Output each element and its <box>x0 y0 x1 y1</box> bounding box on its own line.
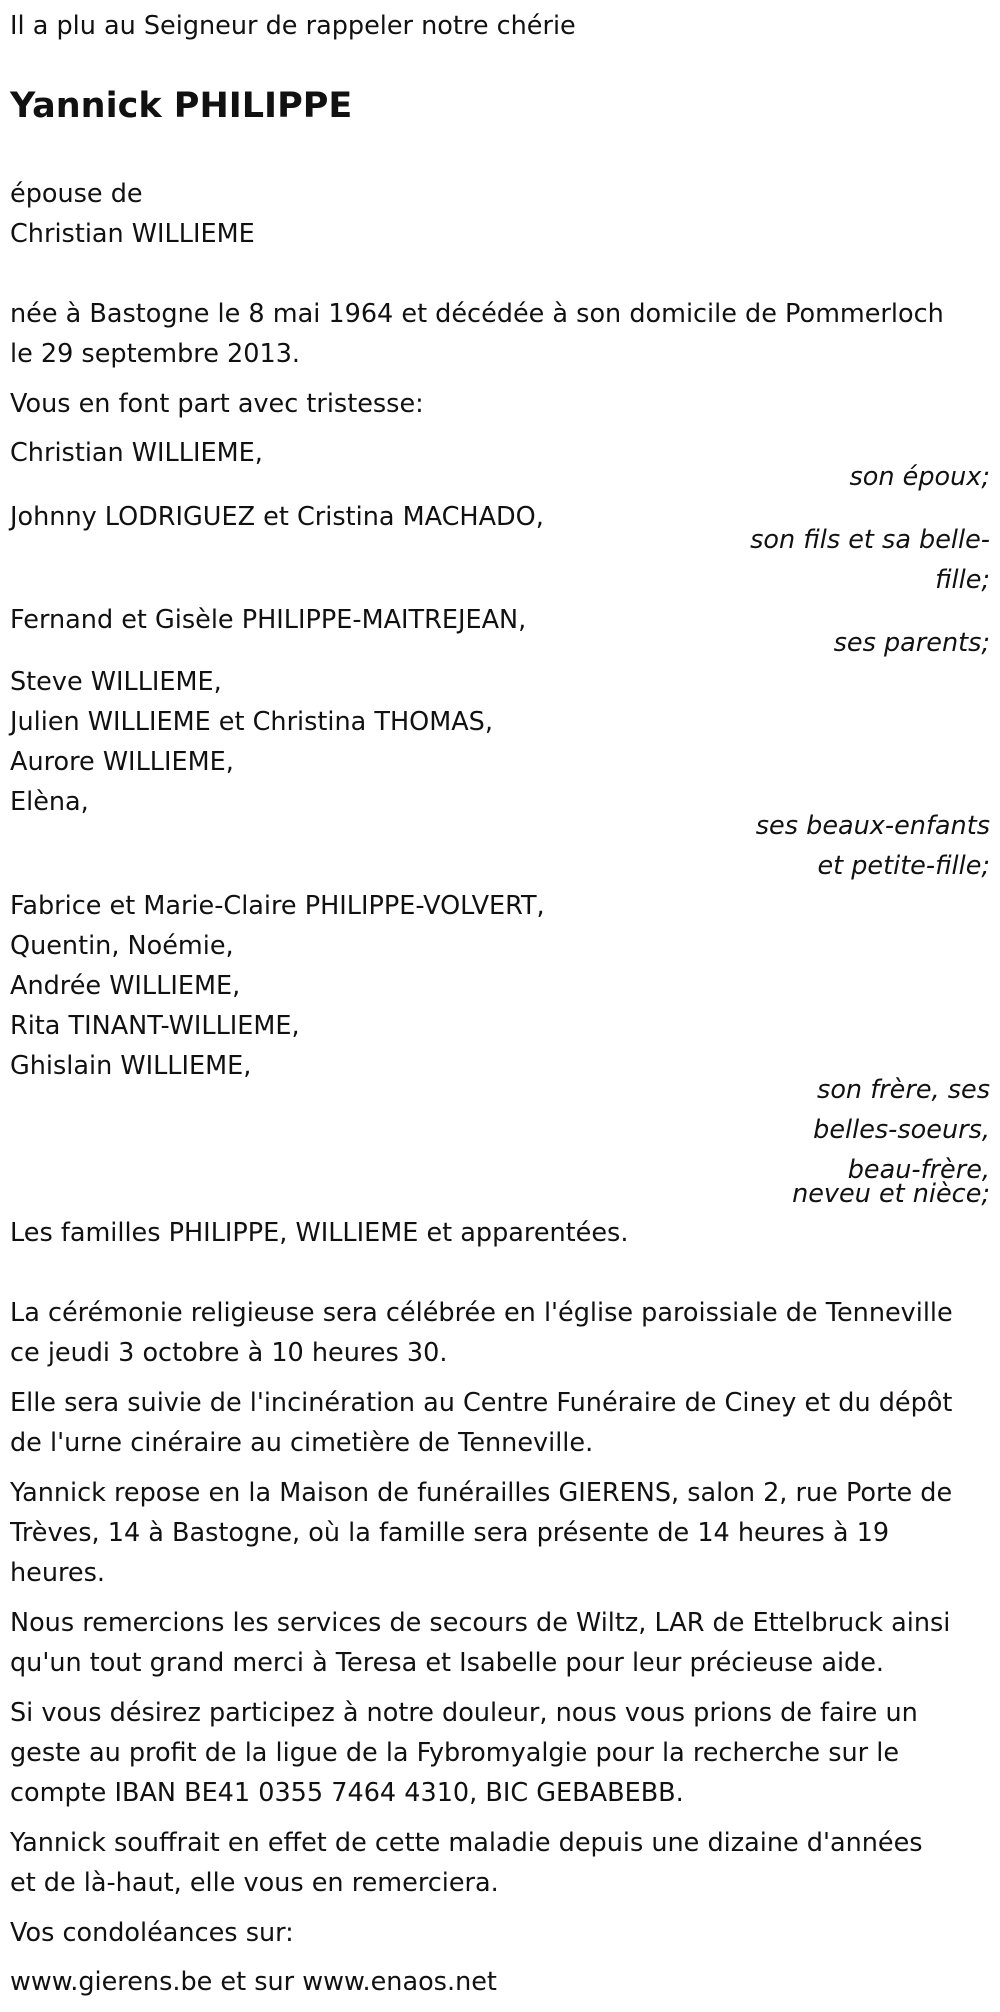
family-spouse-role: son époux; <box>849 462 990 492</box>
repose-line-3: heures. <box>10 1558 106 1588</box>
family-son-role-1: son fils et sa belle- <box>750 525 990 555</box>
family-sibling-3: Andrée WILLIEME, <box>10 971 241 1001</box>
family-siblings-role-1: son frère, ses <box>817 1075 990 1105</box>
illness-line-2: et de là-haut, elle vous en remerciera. <box>10 1868 499 1898</box>
family-sibling-4: Rita TINANT-WILLIEME, <box>10 1011 300 1041</box>
incineration-line-2: de l'urne cinéraire au cimetière de Tenneville. <box>10 1428 594 1458</box>
family-stepchild-2: Julien WILLIEME et Christina THOMAS, <box>10 707 493 737</box>
ceremony-line-1: La cérémonie religieuse sera célébrée en l'église paroissiale de Tenneville <box>10 1298 953 1328</box>
donation-line-2: geste au profit de la ligue de la Fybromyalgie pour la recherche sur le <box>10 1738 900 1768</box>
family-stepchild-4: Elèna, <box>10 787 89 817</box>
family-siblings-role-3: beau-frère, <box>847 1155 990 1185</box>
spouse-name: Christian WILLIEME <box>10 219 255 249</box>
deceased-name: Yannick PHILIPPE <box>10 86 353 126</box>
birth-death-line-2: le 29 septembre 2013. <box>10 339 301 369</box>
announce-line: Vous en font part avec tristesse: <box>10 389 424 419</box>
family-stepchildren-role-1: ses beaux-enfants <box>755 811 990 841</box>
family-son-role-2: fille; <box>935 565 990 595</box>
family-sibling-5: Ghislain WILLIEME, <box>10 1051 252 1081</box>
family-siblings-role-2: belles-soeurs, <box>813 1115 990 1145</box>
repose-line-2: Trèves, 14 à Bastogne, où la famille sera présente de 14 heures à 19 <box>10 1518 890 1548</box>
families-line: Les familles PHILIPPE, WILLIEME et apparentées. <box>10 1218 629 1248</box>
condolences-label: Vos condoléances sur: <box>10 1918 294 1948</box>
ceremony-line-2: ce jeudi 3 octobre à 10 heures 30. <box>10 1338 448 1368</box>
family-stepchild-3: Aurore WILLIEME, <box>10 747 234 777</box>
family-parents-role: ses parents; <box>833 628 990 658</box>
family-sibling-1: Fabrice et Marie-Claire PHILIPPE-VOLVERT, <box>10 891 545 921</box>
donation-line-1: Si vous désirez participez à notre douleur, nous vous prions de faire un <box>10 1698 918 1728</box>
family-spouse-name: Christian WILLIEME, <box>10 438 263 468</box>
intro-line: Il a plu au Seigneur de rappeler notre chérie <box>10 11 576 41</box>
family-stepchild-1: Steve WILLIEME, <box>10 667 222 697</box>
spouse-label: épouse de <box>10 179 143 209</box>
incineration-line-1: Elle sera suivie de l'incinération au Centre Funéraire de Ciney et du dépôt <box>10 1388 953 1418</box>
family-stepchildren-role-2: et petite-fille; <box>817 851 990 881</box>
birth-death-line-1: née à Bastogne le 8 mai 1964 et décédée à son domicile de Pommerloch <box>10 299 944 329</box>
repose-line-1: Yannick repose en la Maison de funérailles GIERENS, salon 2, rue Porte de <box>10 1478 953 1508</box>
family-son-names: Johnny LODRIGUEZ et Cristina MACHADO, <box>10 502 544 532</box>
family-parents-names: Fernand et Gisèle PHILIPPE-MAITREJEAN, <box>10 605 527 635</box>
family-siblings-role-4: neveu et nièce; <box>792 1179 990 1209</box>
illness-line-1: Yannick souffrait en effet de cette maladie depuis une dizaine d'années <box>10 1828 923 1858</box>
thanks-line-2: qu'un tout grand merci à Teresa et Isabelle pour leur précieuse aide. <box>10 1648 885 1678</box>
condolences-sites: www.gierens.be et sur www.enaos.net <box>10 1967 497 1997</box>
thanks-line-1: Nous remercions les services de secours de Wiltz, LAR de Ettelbruck ainsi <box>10 1608 951 1638</box>
family-sibling-2: Quentin, Noémie, <box>10 931 234 961</box>
donation-line-3: compte IBAN BE41 0355 7464 4310, BIC GEBABEBB. <box>10 1778 684 1808</box>
